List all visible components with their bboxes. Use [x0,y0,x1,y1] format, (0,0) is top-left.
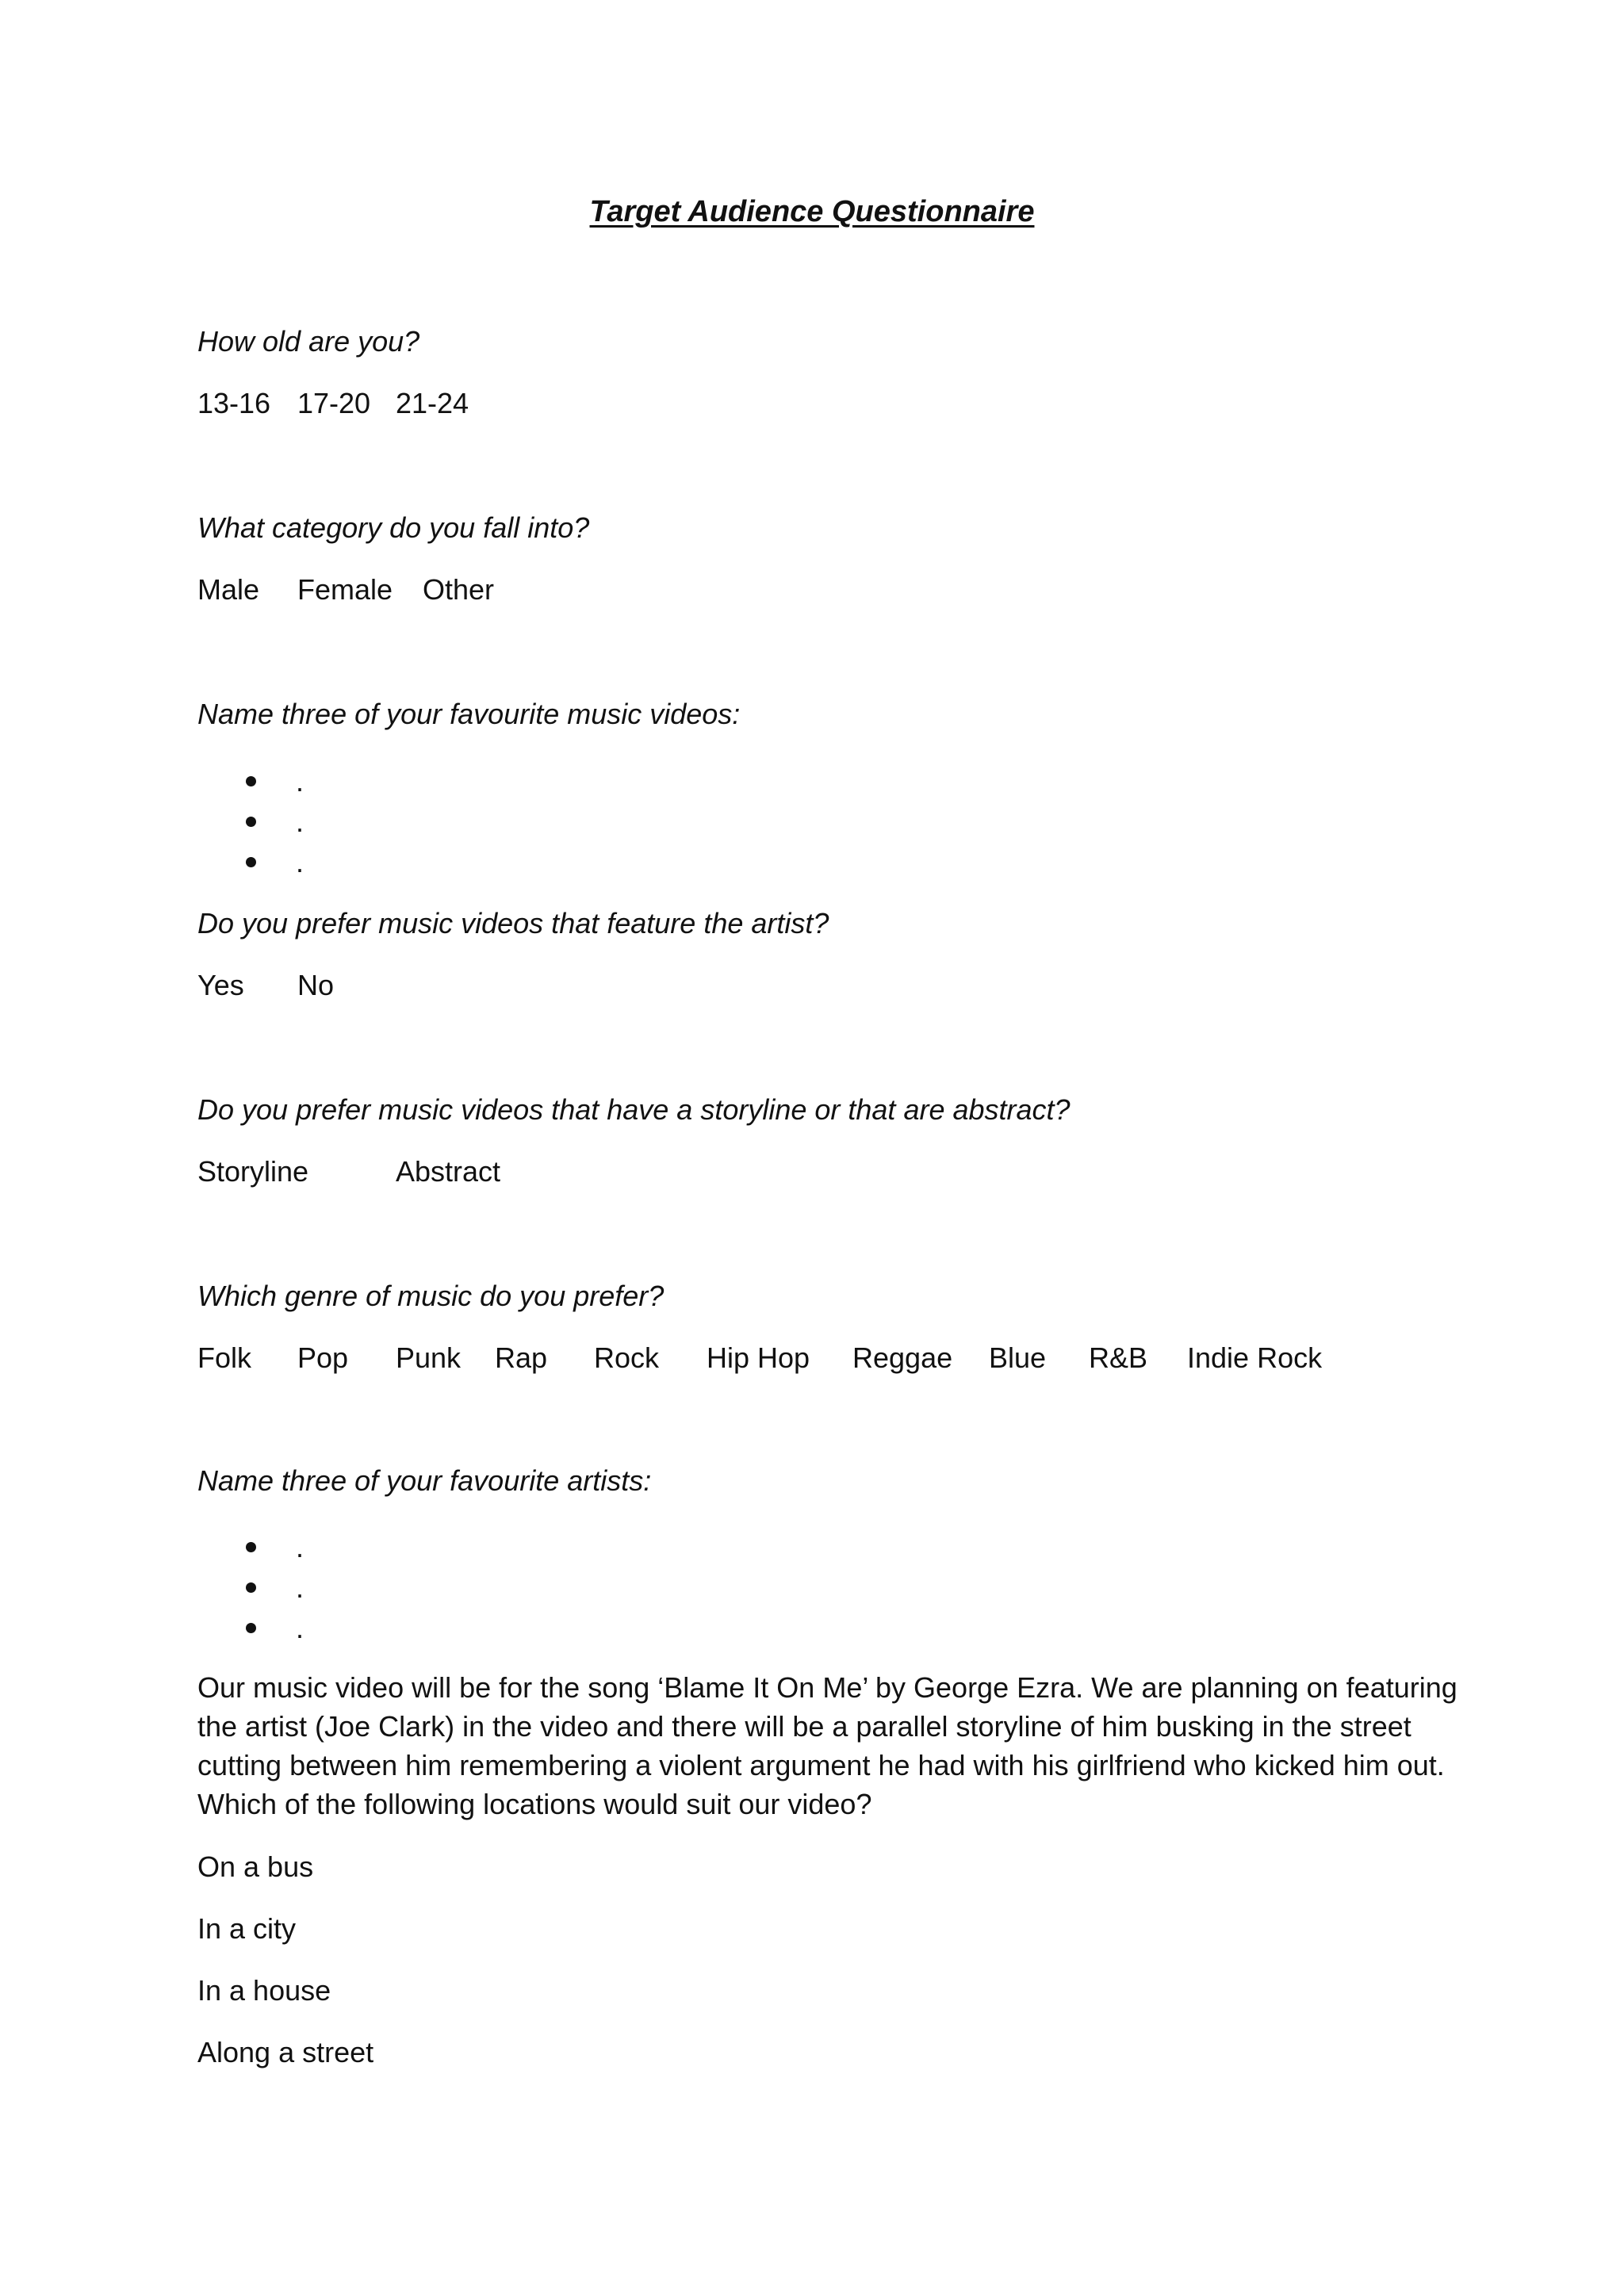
artist-entry-2[interactable]: . [296,1571,304,1604]
bullet-icon [246,1623,256,1633]
category-options [197,573,1545,613]
storyline-option-storyline[interactable]: Storyline [197,1155,309,1188]
storyline-option-abstract[interactable]: Abstract [396,1155,501,1188]
genre-option-folk[interactable]: Folk [197,1341,252,1374]
page-title: Target Audience Questionnaire [589,195,1035,228]
genre-option-hip-hop[interactable]: Hip Hop [707,1341,810,1374]
location-option-street[interactable]: Along a street [197,2036,374,2068]
question-storyline: Do you prefer music videos that have a storyline or that are abstract? [197,1093,1071,1126]
genre-option-reggae[interactable]: Reggae [852,1341,953,1374]
video-description-paragraph [197,1668,1466,1823]
genre-option-rap[interactable]: Rap [495,1341,548,1374]
artist-entry-3[interactable]: . [296,1612,304,1644]
artist-entry-1[interactable]: . [296,1531,304,1563]
video-entry-3[interactable]: . [296,846,304,878]
feature-option-yes[interactable]: Yes [197,969,244,1001]
paragraph-line: Which of the following locations would suit our video? [197,1788,872,1820]
genre-option-rnb[interactable]: R&B [1089,1341,1148,1374]
bullet-icon [246,857,256,867]
paragraph-line: Our music video will be for the song ‘Blame It On Me’ by George Ezra. We are planning on featuring [197,1671,1457,1704]
age-option-21-24[interactable]: 21-24 [396,387,469,419]
bullet-icon [246,1542,256,1552]
question-favourite-videos: Name three of your favourite music videos: [197,698,741,730]
genre-option-rock[interactable]: Rock [594,1341,660,1374]
feature-options [197,969,1545,1008]
bullet-icon [246,817,256,827]
video-entry-2[interactable]: . [296,806,304,838]
question-category: What category do you fall into? [197,511,590,544]
age-option-17-20[interactable]: 17-20 [297,387,371,419]
category-option-female[interactable]: Female [297,573,393,606]
genre-option-indie-rock[interactable]: Indie Rock [1187,1341,1323,1374]
question-age: How old are you? [197,325,420,358]
question-feature-artist: Do you prefer music videos that feature the artist? [197,907,829,939]
genre-option-pop[interactable]: Pop [297,1341,349,1374]
category-option-male[interactable]: Male [197,573,260,606]
genre-option-blue[interactable]: Blue [989,1341,1047,1374]
storyline-options [197,1155,1545,1195]
paragraph-line: the artist (Joe Clark) in the video and there will be a parallel storyline of him busking in the street [197,1710,1411,1743]
bullet-icon [246,1582,256,1593]
question-genre: Which genre of music do you prefer? [197,1280,665,1312]
location-option-city[interactable]: In a city [197,1912,297,1945]
feature-option-no[interactable]: No [297,969,335,1001]
age-options [197,387,1545,427]
question-favourite-artists: Name three of your favourite artists: [197,1464,652,1497]
location-option-bus[interactable]: On a bus [197,1850,314,1883]
bullet-icon [246,776,256,786]
video-entry-1[interactable]: . [296,765,304,798]
paragraph-line: cutting between him remembering a violent argument he had with his girlfriend who kicked him out. [197,1749,1445,1781]
genre-options [197,1341,1545,1381]
category-option-other[interactable]: Other [423,573,495,606]
genre-option-punk[interactable]: Punk [396,1341,462,1374]
age-option-13-16[interactable]: 13-16 [197,387,271,419]
location-option-house[interactable]: In a house [197,1974,331,2007]
